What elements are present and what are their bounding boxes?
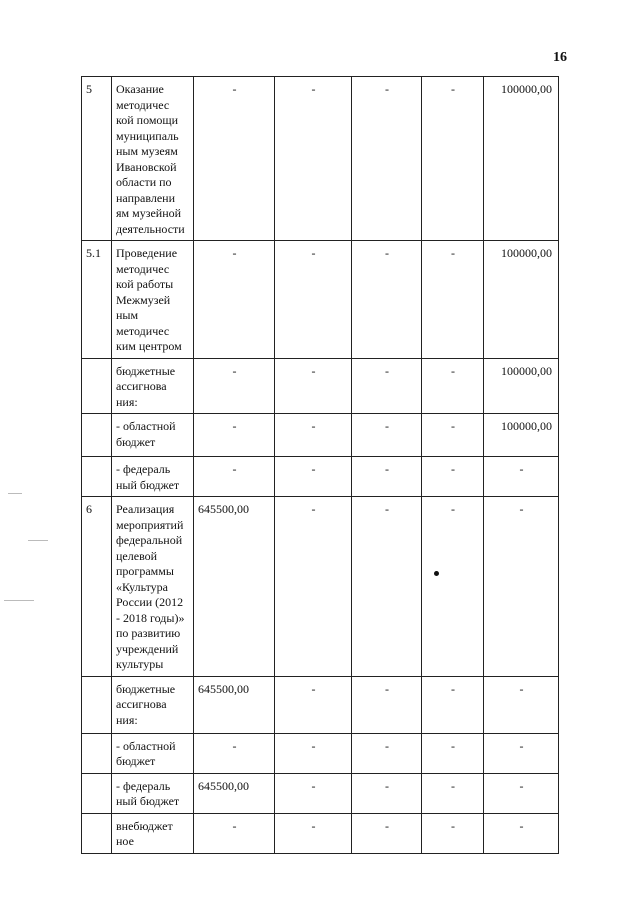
value-cell: - (194, 414, 275, 457)
table-row (82, 497, 559, 677)
value-cell: - (275, 241, 352, 359)
row-number: 5 (82, 77, 112, 241)
value-cell: 645500,00 (194, 497, 275, 677)
value-cell: 645500,00 (194, 676, 275, 733)
row-number (82, 676, 112, 733)
value-cell: 100000,00 (484, 358, 559, 414)
value-cell: - (352, 241, 422, 359)
value-cell: - (194, 813, 275, 853)
row-number (82, 813, 112, 853)
row-number: 5.1 (82, 241, 112, 359)
value-cell: - (194, 241, 275, 359)
value-cell: - (422, 414, 484, 457)
table-row (82, 77, 559, 241)
value-cell: 100000,00 (484, 241, 559, 359)
value-cell: - (484, 676, 559, 733)
value-cell: - (275, 676, 352, 733)
table-row (82, 773, 559, 813)
row-number (82, 773, 112, 813)
value-cell: - (352, 414, 422, 457)
value-cell: - (422, 813, 484, 853)
item-name: - федераль ный бюджет (112, 457, 194, 497)
value-cell: - (194, 733, 275, 773)
table-row (82, 457, 559, 497)
item-name: - областной бюджет (112, 414, 194, 457)
row-number: 6 (82, 497, 112, 677)
value-cell: - (422, 241, 484, 359)
value-cell: - (352, 457, 422, 497)
row-number (82, 358, 112, 414)
value-cell: 645500,00 (194, 773, 275, 813)
value-cell: - (194, 457, 275, 497)
item-name: Оказание методичес кой помощи муниципаль ным музеям Ивановской области по направлени ям музейной деятельности (112, 77, 194, 241)
value-cell: - (484, 773, 559, 813)
page-number: 16 (553, 50, 567, 65)
item-name: Реализация мероприятий федеральной целевой программы «Культура России (2012 - 2018 годы)» по развитию учреждений культуры (112, 497, 194, 677)
value-cell: - (194, 77, 275, 241)
value-cell: - (422, 457, 484, 497)
value-cell: - (275, 77, 352, 241)
value-cell: - (275, 497, 352, 677)
value-cell: - (275, 733, 352, 773)
value-cell: - (422, 497, 484, 677)
table-row (82, 733, 559, 773)
row-number (82, 457, 112, 497)
value-cell: - (484, 733, 559, 773)
value-cell: - (352, 813, 422, 853)
value-cell: - (352, 733, 422, 773)
value-cell: - (484, 457, 559, 497)
row-number (82, 414, 112, 457)
value-cell: - (484, 813, 559, 853)
value-cell: 100000,00 (484, 77, 559, 241)
value-cell: 100000,00 (484, 414, 559, 457)
table-row (82, 241, 559, 359)
item-name: - федераль ный бюджет (112, 773, 194, 813)
value-cell: - (275, 358, 352, 414)
value-cell: - (422, 676, 484, 733)
value-cell: - (194, 358, 275, 414)
value-cell: - (275, 414, 352, 457)
item-name: внебюджет ное (112, 813, 194, 853)
table-row (82, 813, 559, 853)
table-row (82, 358, 559, 414)
item-name: бюджетные ассигнова ния: (112, 676, 194, 733)
value-cell: - (275, 773, 352, 813)
value-cell: - (484, 497, 559, 677)
item-name: бюджетные ассигнова ния: (112, 358, 194, 414)
scan-noise (28, 540, 48, 541)
value-cell: - (352, 676, 422, 733)
scan-speck (434, 571, 439, 576)
item-name: - областной бюджет (112, 733, 194, 773)
value-cell: - (352, 497, 422, 677)
row-number (82, 733, 112, 773)
value-cell: - (275, 457, 352, 497)
value-cell: - (422, 77, 484, 241)
value-cell: - (352, 77, 422, 241)
table-row (82, 414, 559, 457)
item-name: Проведение методичес кой работы Межмузей ным методичес ким центром (112, 241, 194, 359)
value-cell: - (352, 358, 422, 414)
budget-table (81, 76, 559, 854)
table-row (82, 676, 559, 733)
value-cell: - (422, 773, 484, 813)
value-cell: - (352, 773, 422, 813)
scan-noise (8, 493, 22, 494)
value-cell: - (422, 358, 484, 414)
scan-noise (4, 600, 34, 601)
value-cell: - (275, 813, 352, 853)
value-cell: - (422, 733, 484, 773)
